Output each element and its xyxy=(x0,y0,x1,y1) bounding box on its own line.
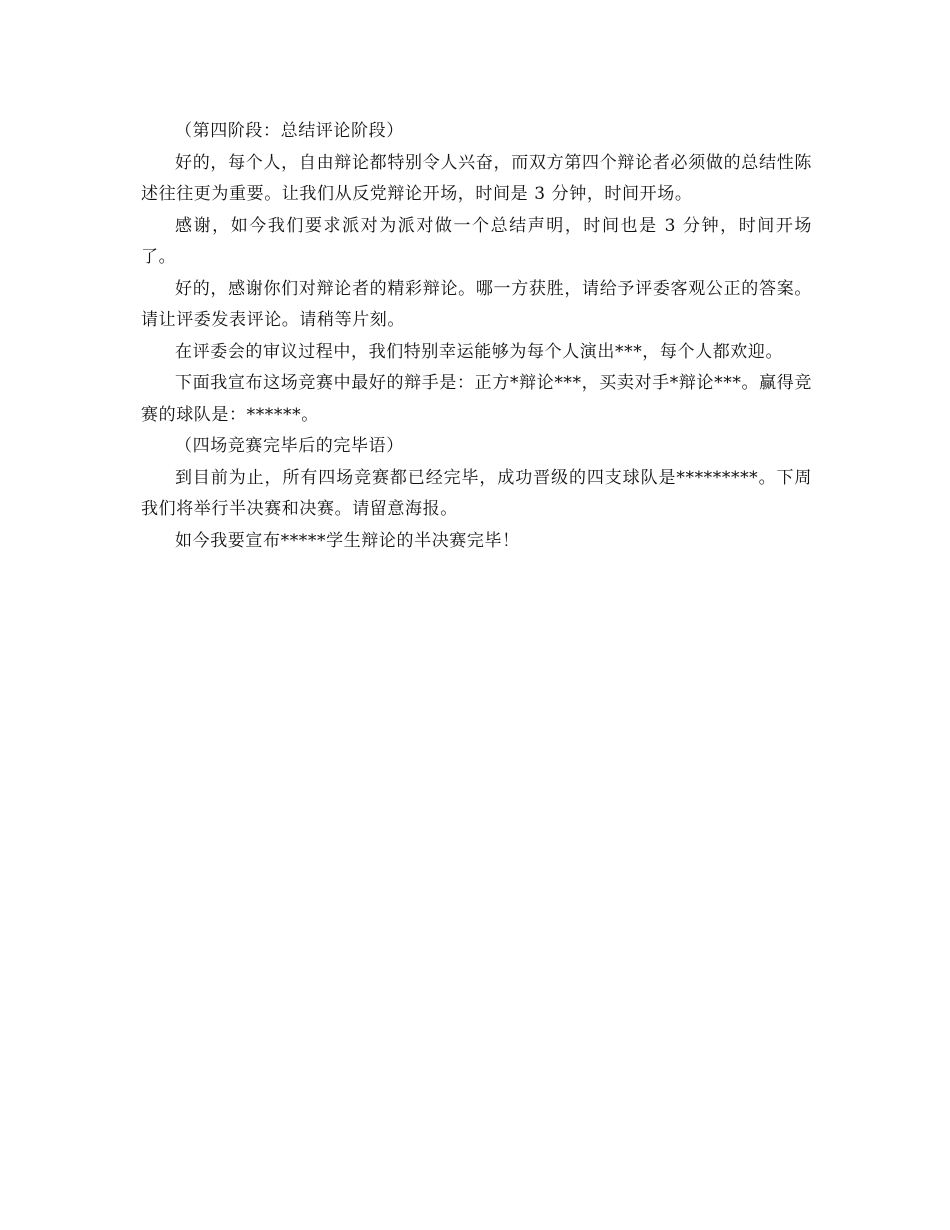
document-page xyxy=(141,116,812,557)
paragraph: 好的，每个人，自由辩论都特别令人兴奋，而双方第四个辩论者必须做的总结性陈述往往更为重要。让我们从反党辩论开场，时间是 3 分钟，时间开场。 xyxy=(141,152,812,204)
paragraph: 感谢，如今我们要求派对为派对做一个总结声明，时间也是 3 分钟，时间开场了。 xyxy=(141,215,812,267)
paragraph: 好的，感谢你们对辩论者的精彩辩论。哪一方获胜，请给予评委客观公正的答案。请让评委发表评论。请稍等片刻。 xyxy=(141,278,812,330)
paragraph: 在评委会的审议过程中，我们特别幸运能够为每个人演出***，每个人都欢迎。 xyxy=(175,341,784,362)
section-heading: （第四阶段：总结评论阶段） xyxy=(175,121,404,141)
paragraph: 如今我要宣布*****学生辩论的半决赛完毕！ xyxy=(175,530,520,551)
paragraph: 下面我宣布这场竞赛中最好的辩手是：正方*辩论***，买卖对手*辩论***。赢得竞赛的球队是：******。 xyxy=(141,373,812,425)
section-heading: （四场竞赛完毕后的完毕语） xyxy=(175,436,404,456)
paragraph: 到目前为止，所有四场竞赛都已经完毕，成功晋级的四支球队是*********。下周我们将举行半决赛和决赛。请留意海报。 xyxy=(141,467,812,519)
